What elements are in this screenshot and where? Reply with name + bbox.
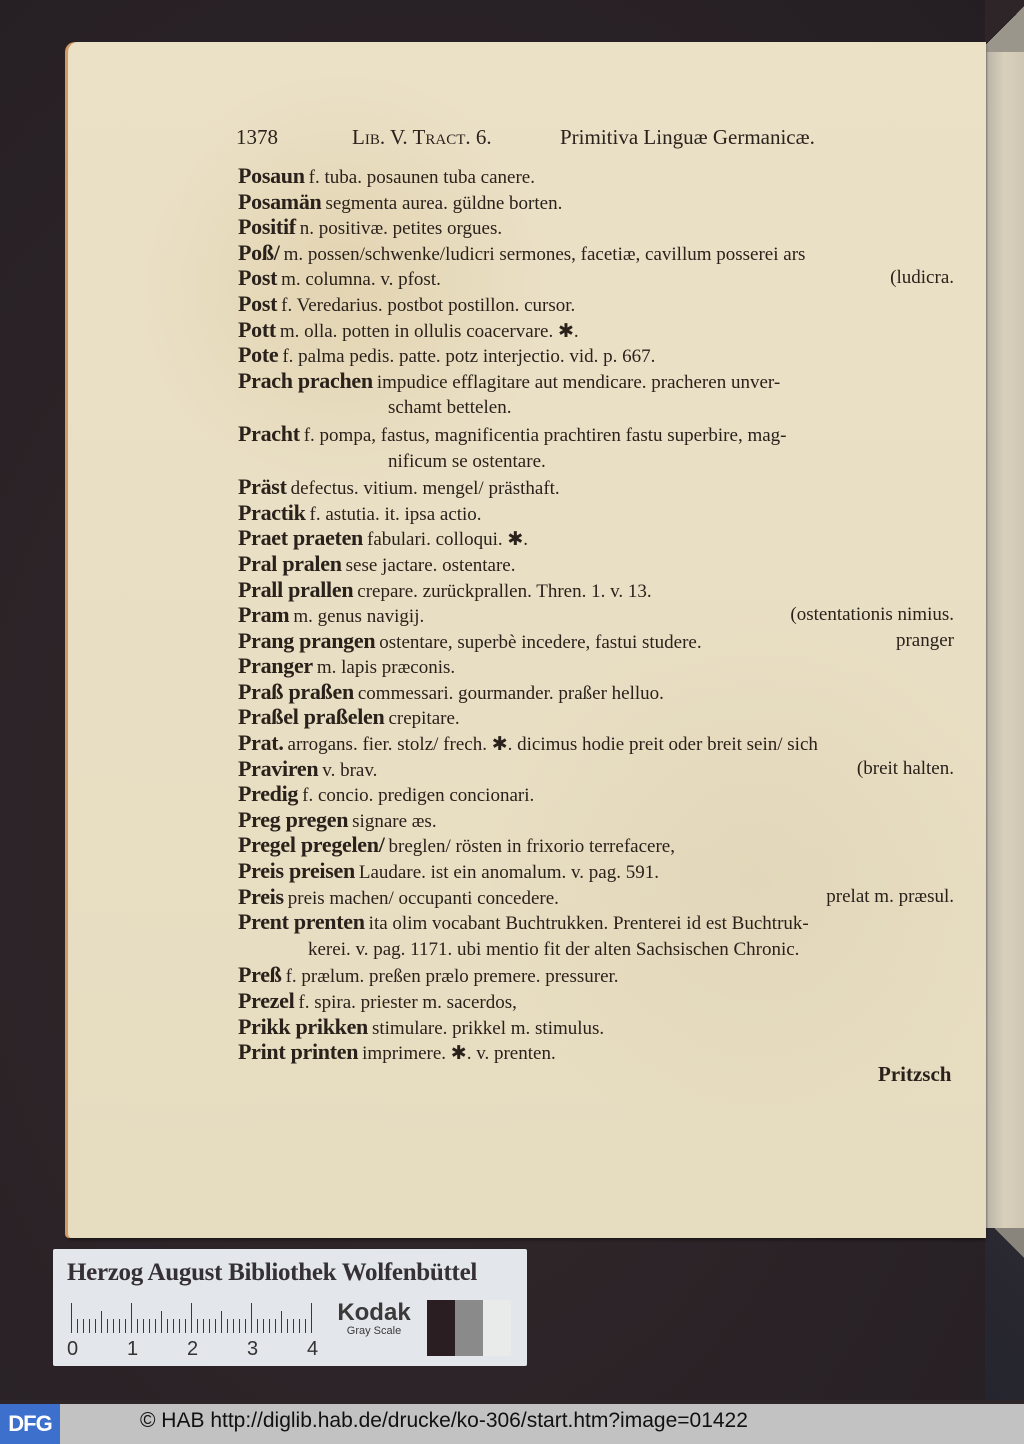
entry-headword: Pral pralen	[238, 550, 342, 576]
entry-headword: Posaun	[238, 163, 305, 188]
entry-headword: Prat.	[238, 730, 284, 756]
ruler-tick	[287, 1319, 288, 1333]
kodak-logo	[329, 1299, 419, 1337]
entry-headword: Praet praeten	[238, 525, 363, 551]
entry-definition: crepare. zurückprallen. Thren. 1. v. 13.	[357, 580, 652, 602]
gray-scale-patches	[427, 1300, 511, 1356]
catchword: Pritzsch	[878, 1062, 952, 1086]
ruler-tick	[155, 1319, 156, 1333]
ruler-tick	[119, 1319, 120, 1333]
entry-definition: f. palma pedis. patte. potz interjectio. vid. p. 667.	[282, 346, 656, 368]
entry-definition: ita olim vocabant Buchtrukken. Prenterei id est Buchtruk-	[368, 913, 809, 935]
entry-definition: fabulari. colloqui. ✱.	[367, 529, 529, 551]
entry-definition: ostentare, superbè incedere, fastui studere.	[379, 631, 702, 653]
entry-definition: f. prælum. preßen prælo premere. pressurer.	[285, 966, 619, 988]
entry-definition: f. spira. priester m. sacerdos,	[298, 992, 517, 1013]
ruler-tick	[239, 1319, 240, 1333]
entry-definition: signare æs.	[352, 810, 437, 832]
ruler-tick	[137, 1319, 138, 1333]
ruler-tick	[77, 1319, 78, 1333]
entry-headword: Post	[238, 290, 278, 316]
entry-headword: Pregel pregelen/	[238, 832, 385, 858]
entry-headword: Pott	[238, 316, 276, 342]
ruler-tick	[185, 1319, 186, 1333]
kodak-subtitle: Gray Scale	[346, 1325, 402, 1337]
ruler-scale	[67, 1301, 319, 1361]
entry-headword: Positif	[238, 214, 296, 240]
dictionary-entry	[238, 342, 954, 368]
entry-definition: m. olla. potten in ollulis coacervare. ✱.	[279, 320, 579, 342]
facing-page-edge	[985, 0, 1024, 1400]
ruler-tick	[221, 1311, 222, 1333]
entry-headword: Präst	[238, 474, 287, 500]
entry-headword: Pracht	[238, 420, 300, 446]
dictionary-entry	[238, 474, 954, 500]
ruler-tick	[281, 1311, 282, 1333]
section-reference: Lib. V. Tract. 6.	[352, 125, 492, 149]
ruler-tick	[209, 1319, 210, 1333]
ruler-tick	[101, 1311, 102, 1333]
ruler-tick	[95, 1319, 96, 1333]
dictionary-entry	[238, 679, 954, 705]
ruler-tick	[263, 1319, 264, 1333]
ruler-tick	[203, 1319, 204, 1333]
entry-definition: f. astutia. it. ipsa actio.	[309, 503, 482, 525]
ruler-tick	[71, 1303, 72, 1333]
dictionary-entry	[238, 265, 954, 291]
entry-definition: Laudare. ist ein anomalum. v. pag. 591.	[358, 862, 659, 884]
entry-definition: f. Veredarius. postbot postillon. cursor.	[281, 294, 576, 316]
ruler-tick	[305, 1319, 306, 1333]
entry-headword: Post	[238, 265, 278, 291]
dictionary-entry	[238, 653, 954, 679]
ruler-tick	[191, 1303, 192, 1333]
entry-definition: m. lapis præconis.	[316, 657, 456, 679]
ruler-tick	[113, 1319, 114, 1333]
entry-headword: Print printen	[238, 1039, 359, 1065]
entry-definition: crepitare.	[388, 708, 460, 730]
ruler-tick	[233, 1319, 234, 1333]
entry-definition: sese jactare. ostentare.	[345, 554, 516, 576]
library-name: Herzog August Bibliothek Wolfenbüttel	[67, 1259, 478, 1286]
entry-definition: m. columna. v. pfost.	[281, 269, 441, 291]
entry-definition: f. pompa, fastus, magnificentia prachtiren fastu superbire, mag-	[303, 424, 787, 446]
entry-headword: Prang prangen	[238, 627, 376, 653]
ruler-tick	[89, 1319, 90, 1333]
entry-runover: (ostentationis nimius.	[790, 604, 954, 626]
dictionary-entry	[238, 189, 954, 215]
dictionary-entry	[238, 163, 954, 189]
dictionary-entry	[238, 909, 954, 962]
library-label-card	[53, 1249, 527, 1366]
entry-definition: f. tuba. posaunen tuba canere.	[308, 167, 535, 188]
dictionary-entry	[238, 988, 954, 1014]
entry-runover: (breit halten.	[856, 757, 954, 779]
dictionary-entry	[238, 858, 954, 884]
entry-definition: arrogans. fier. stolz/ frech. ✱. dicimus hodie preit oder breit sein/ sich	[287, 734, 818, 756]
ruler-tick	[311, 1303, 312, 1333]
dictionary-entry	[238, 240, 954, 266]
entry-definition: preis machen/ occupanti concedere.	[287, 887, 559, 909]
ruler-tick	[167, 1319, 168, 1333]
entry-headword: Prall prallen	[238, 576, 354, 602]
dictionary-entry	[238, 781, 954, 807]
dictionary-entry	[238, 525, 954, 551]
facing-page-corner	[985, 0, 1024, 52]
dictionary-entry	[238, 730, 954, 756]
entry-definition: imprimere. ✱. v. prenten.	[362, 1043, 556, 1065]
ruler-number: 3	[247, 1338, 259, 1360]
entry-headword: Pote	[238, 342, 279, 368]
entry-headword: Preß	[238, 962, 282, 988]
ruler-tick	[245, 1319, 246, 1333]
dictionary-entry	[238, 368, 954, 421]
entry-headword: Praß praßen	[238, 678, 354, 704]
entry-headword: Prach prachen	[238, 367, 373, 393]
entry-headword: Pranger	[238, 653, 313, 679]
dfg-logo: DFG	[0, 1404, 60, 1444]
ruler-tick	[269, 1319, 270, 1333]
running-head	[236, 123, 956, 157]
dictionary-entry	[238, 602, 954, 628]
entry-definition: segmenta aurea. güldne borten.	[325, 192, 563, 214]
entry-definition: commessari. gourmander. praßer helluo.	[357, 682, 664, 704]
ruler-tick	[125, 1319, 126, 1333]
entry-continuation: kerei. v. pag. 1171. ubi mentio fit der alten Sachsischen Chronic.	[308, 938, 800, 960]
ruler-tick	[197, 1319, 198, 1333]
dictionary-entry	[238, 628, 954, 654]
dictionary-entry	[238, 832, 954, 858]
ruler-tick	[179, 1319, 180, 1333]
entry-definition: m. genus navigij.	[293, 606, 425, 628]
entry-headword: Preis	[238, 883, 284, 909]
dictionary-entry	[238, 704, 954, 730]
dictionary-entry	[238, 500, 954, 526]
dictionary-entry	[238, 291, 954, 317]
ruler-tick	[149, 1319, 150, 1333]
entry-headword: Prent prenten	[238, 909, 365, 935]
entry-runover: (ludicra.	[890, 267, 954, 289]
entry-continuation: schamt bettelen.	[388, 397, 512, 419]
entry-definition: n. positivæ. petites orgues.	[299, 218, 503, 240]
running-title: Primitiva Linguæ Germanicæ.	[560, 125, 815, 149]
entry-definition: v. brav.	[322, 759, 378, 781]
entry-headword: Praviren	[238, 755, 319, 781]
ruler-tick	[251, 1303, 252, 1333]
dictionary-entry	[238, 421, 954, 474]
copyright-link[interactable]: © HAB http://diglib.hab.de/drucke/ko-306/start.htm?image=01422	[140, 1409, 748, 1432]
dictionary-entry	[238, 1039, 954, 1065]
dictionary-entry	[238, 551, 954, 577]
dictionary-entry	[238, 317, 954, 343]
entry-headword: Posamän	[238, 188, 322, 214]
entry-runover: pranger	[895, 629, 954, 651]
entry-headword: Poß/	[238, 239, 280, 265]
dictionary-entry	[238, 577, 954, 603]
entry-headword: Prezel	[238, 988, 295, 1013]
page-number: 1378	[236, 125, 278, 149]
entry-definition: stimulare. prikkel m. stimulus.	[371, 1017, 605, 1039]
ruler-tick	[143, 1319, 144, 1333]
ruler-tick	[215, 1319, 216, 1333]
ruler-tick	[257, 1319, 258, 1333]
dictionary-entry	[238, 962, 954, 988]
ruler-tick	[83, 1319, 84, 1333]
ruler-tick	[107, 1319, 108, 1333]
entry-headword: Pram	[238, 602, 290, 628]
entry-headword: Prikk prikken	[238, 1013, 368, 1039]
facing-page-bottom	[985, 1228, 1024, 1400]
entry-definition: f. concio. predigen concionari.	[302, 785, 535, 807]
dictionary-entries	[238, 163, 954, 1065]
entry-headword: Predig	[238, 781, 299, 807]
ruler-tick	[161, 1311, 162, 1333]
entry-runover: prelat m. præsul.	[826, 885, 954, 907]
ruler-tick	[299, 1319, 300, 1333]
entry-continuation: nificum se ostentare.	[388, 450, 546, 472]
ruler-number: 1	[127, 1338, 139, 1360]
entry-headword: Preis preisen	[238, 858, 355, 884]
ruler-tick	[227, 1319, 228, 1333]
entry-headword: Praßel praßelen	[238, 704, 385, 730]
ruler-number: 0	[67, 1338, 79, 1360]
gray-patch	[455, 1300, 483, 1356]
ruler-tick	[293, 1319, 294, 1333]
dictionary-entry	[238, 214, 954, 240]
gray-patch	[427, 1300, 455, 1356]
ruler-tick	[173, 1319, 174, 1333]
entry-definition: defectus. vitium. mengel/ prästhaft.	[290, 478, 560, 500]
entry-definition: impudice efflagitare aut mendicare. pracheren unver-	[376, 371, 781, 393]
dictionary-entry	[238, 1014, 954, 1040]
entry-headword: Preg pregen	[238, 806, 349, 832]
ruler-tick	[275, 1319, 276, 1333]
entry-definition: breglen/ rösten in frixorio terrefacere,	[388, 836, 675, 858]
ruler-number: 2	[187, 1338, 199, 1360]
dictionary-entry	[238, 756, 954, 782]
ruler-number: 4	[307, 1338, 319, 1360]
dictionary-entry	[238, 884, 954, 910]
entry-headword: Practik	[238, 499, 306, 525]
kodak-brand: Kodak	[337, 1299, 411, 1326]
entry-definition: m. possen/schwenke/ludicri sermones, facetiæ, cavillum posserei ars	[283, 243, 806, 265]
gray-patch	[483, 1300, 511, 1356]
ruler-tick	[131, 1303, 132, 1333]
dictionary-entry	[238, 807, 954, 833]
